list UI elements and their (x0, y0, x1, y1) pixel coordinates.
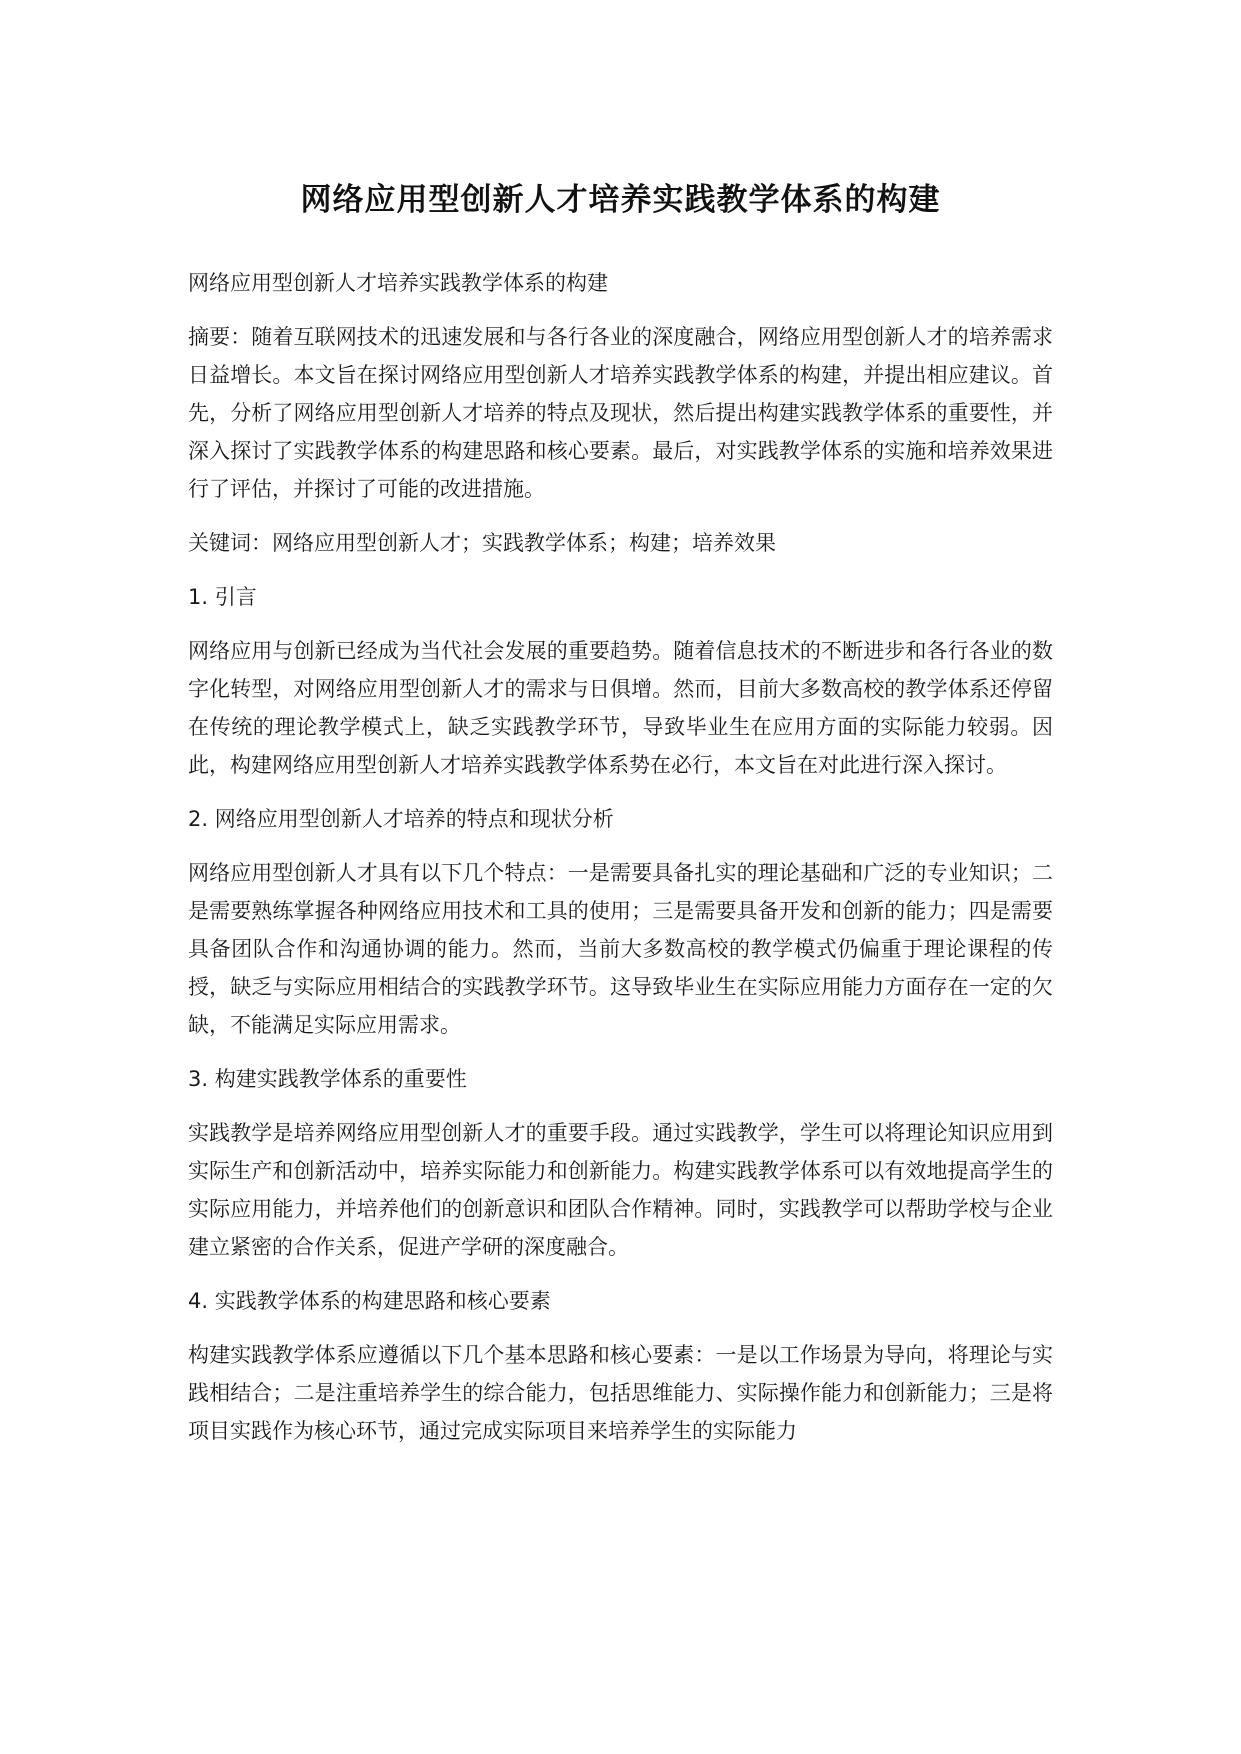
section-heading-characteristics: 2. 网络应用型创新人才培养的特点和现状分析 (188, 807, 614, 831)
section-body-introduction: 网络应用与创新已经成为当代社会发展的重要趋势。随着信息技术的不断进步和各行各业的数字化转型，对网络应用型创新人才的需求与日俱增。然而，目前大多数高校的教学体系还停留在传统的理论教学模式上，缺乏实践教学环节，导致毕业生在应用方面的实际能力较弱。因此，构建网络应用型创新人才培养实践教学体系势在必行，本文旨在对此进行深入探讨。 (188, 639, 1053, 777)
keywords-line: 关键词：网络应用型创新人才；实践教学体系；构建；培养效果 (188, 531, 776, 555)
section-body-importance: 实践教学是培养网络应用型创新人才的重要手段。通过实践教学，学生可以将理论知识应用到实际生产和创新活动中，培养实际能力和创新能力。构建实践教学体系可以有效地提高学生的实际应用能力，并培养他们的创新意识和团队合作精神。同时，实践教学可以帮助学校与企业建立紧密的合作关系，促进产学研的深度融合。 (188, 1121, 1053, 1259)
section-heading-importance: 3. 构建实践教学体系的重要性 (188, 1067, 467, 1091)
section-heading-construction: 4. 实践教学体系的构建思路和核心要素 (188, 1289, 551, 1313)
document-title: 网络应用型创新人才培养实践教学体系的构建 (300, 182, 941, 218)
section-heading-introduction: 1. 引言 (188, 585, 257, 609)
section-body-characteristics: 网络应用型创新人才具有以下几个特点：一是需要具备扎实的理论基础和广泛的专业知识；二是需要熟练掌握各种网络应用技术和工具的使用；三是需要具备开发和创新的能力；四是需要具备团队合作和沟通协调的能力。然而，当前大多数高校的教学模式仍偏重于理论课程的传授，缺乏与实际应用相结合的实践教学环节。这导致毕业生在实际应用能力方面存在一定的欠缺，不能满足实际应用需求。 (188, 861, 1053, 1037)
abstract-paragraph: 摘要：随着互联网技术的迅速发展和与各行各业的深度融合，网络应用型创新人才的培养需求日益增长。本文旨在探讨网络应用型创新人才培养实践教学体系的构建，并提出相应建议。首先，分析了网络应用型创新人才培养的特点及现状，然后提出构建实践教学体系的重要性，并深入探讨了实践教学体系的构建思路和核心要素。最后，对实践教学体系的实施和培养效果进行了评估，并探讨了可能的改进措施。 (188, 325, 1053, 501)
section-body-construction: 构建实践教学体系应遵循以下几个基本思路和核心要素：一是以工作场景为导向，将理论与实践相结合；二是注重培养学生的综合能力，包括思维能力、实际操作能力和创新能力；三是将项目实践作为核心环节，通过完成实际项目来培养学生的实际能力 (188, 1343, 1053, 1443)
document-subtitle: 网络应用型创新人才培养实践教学体系的构建 (188, 271, 608, 295)
